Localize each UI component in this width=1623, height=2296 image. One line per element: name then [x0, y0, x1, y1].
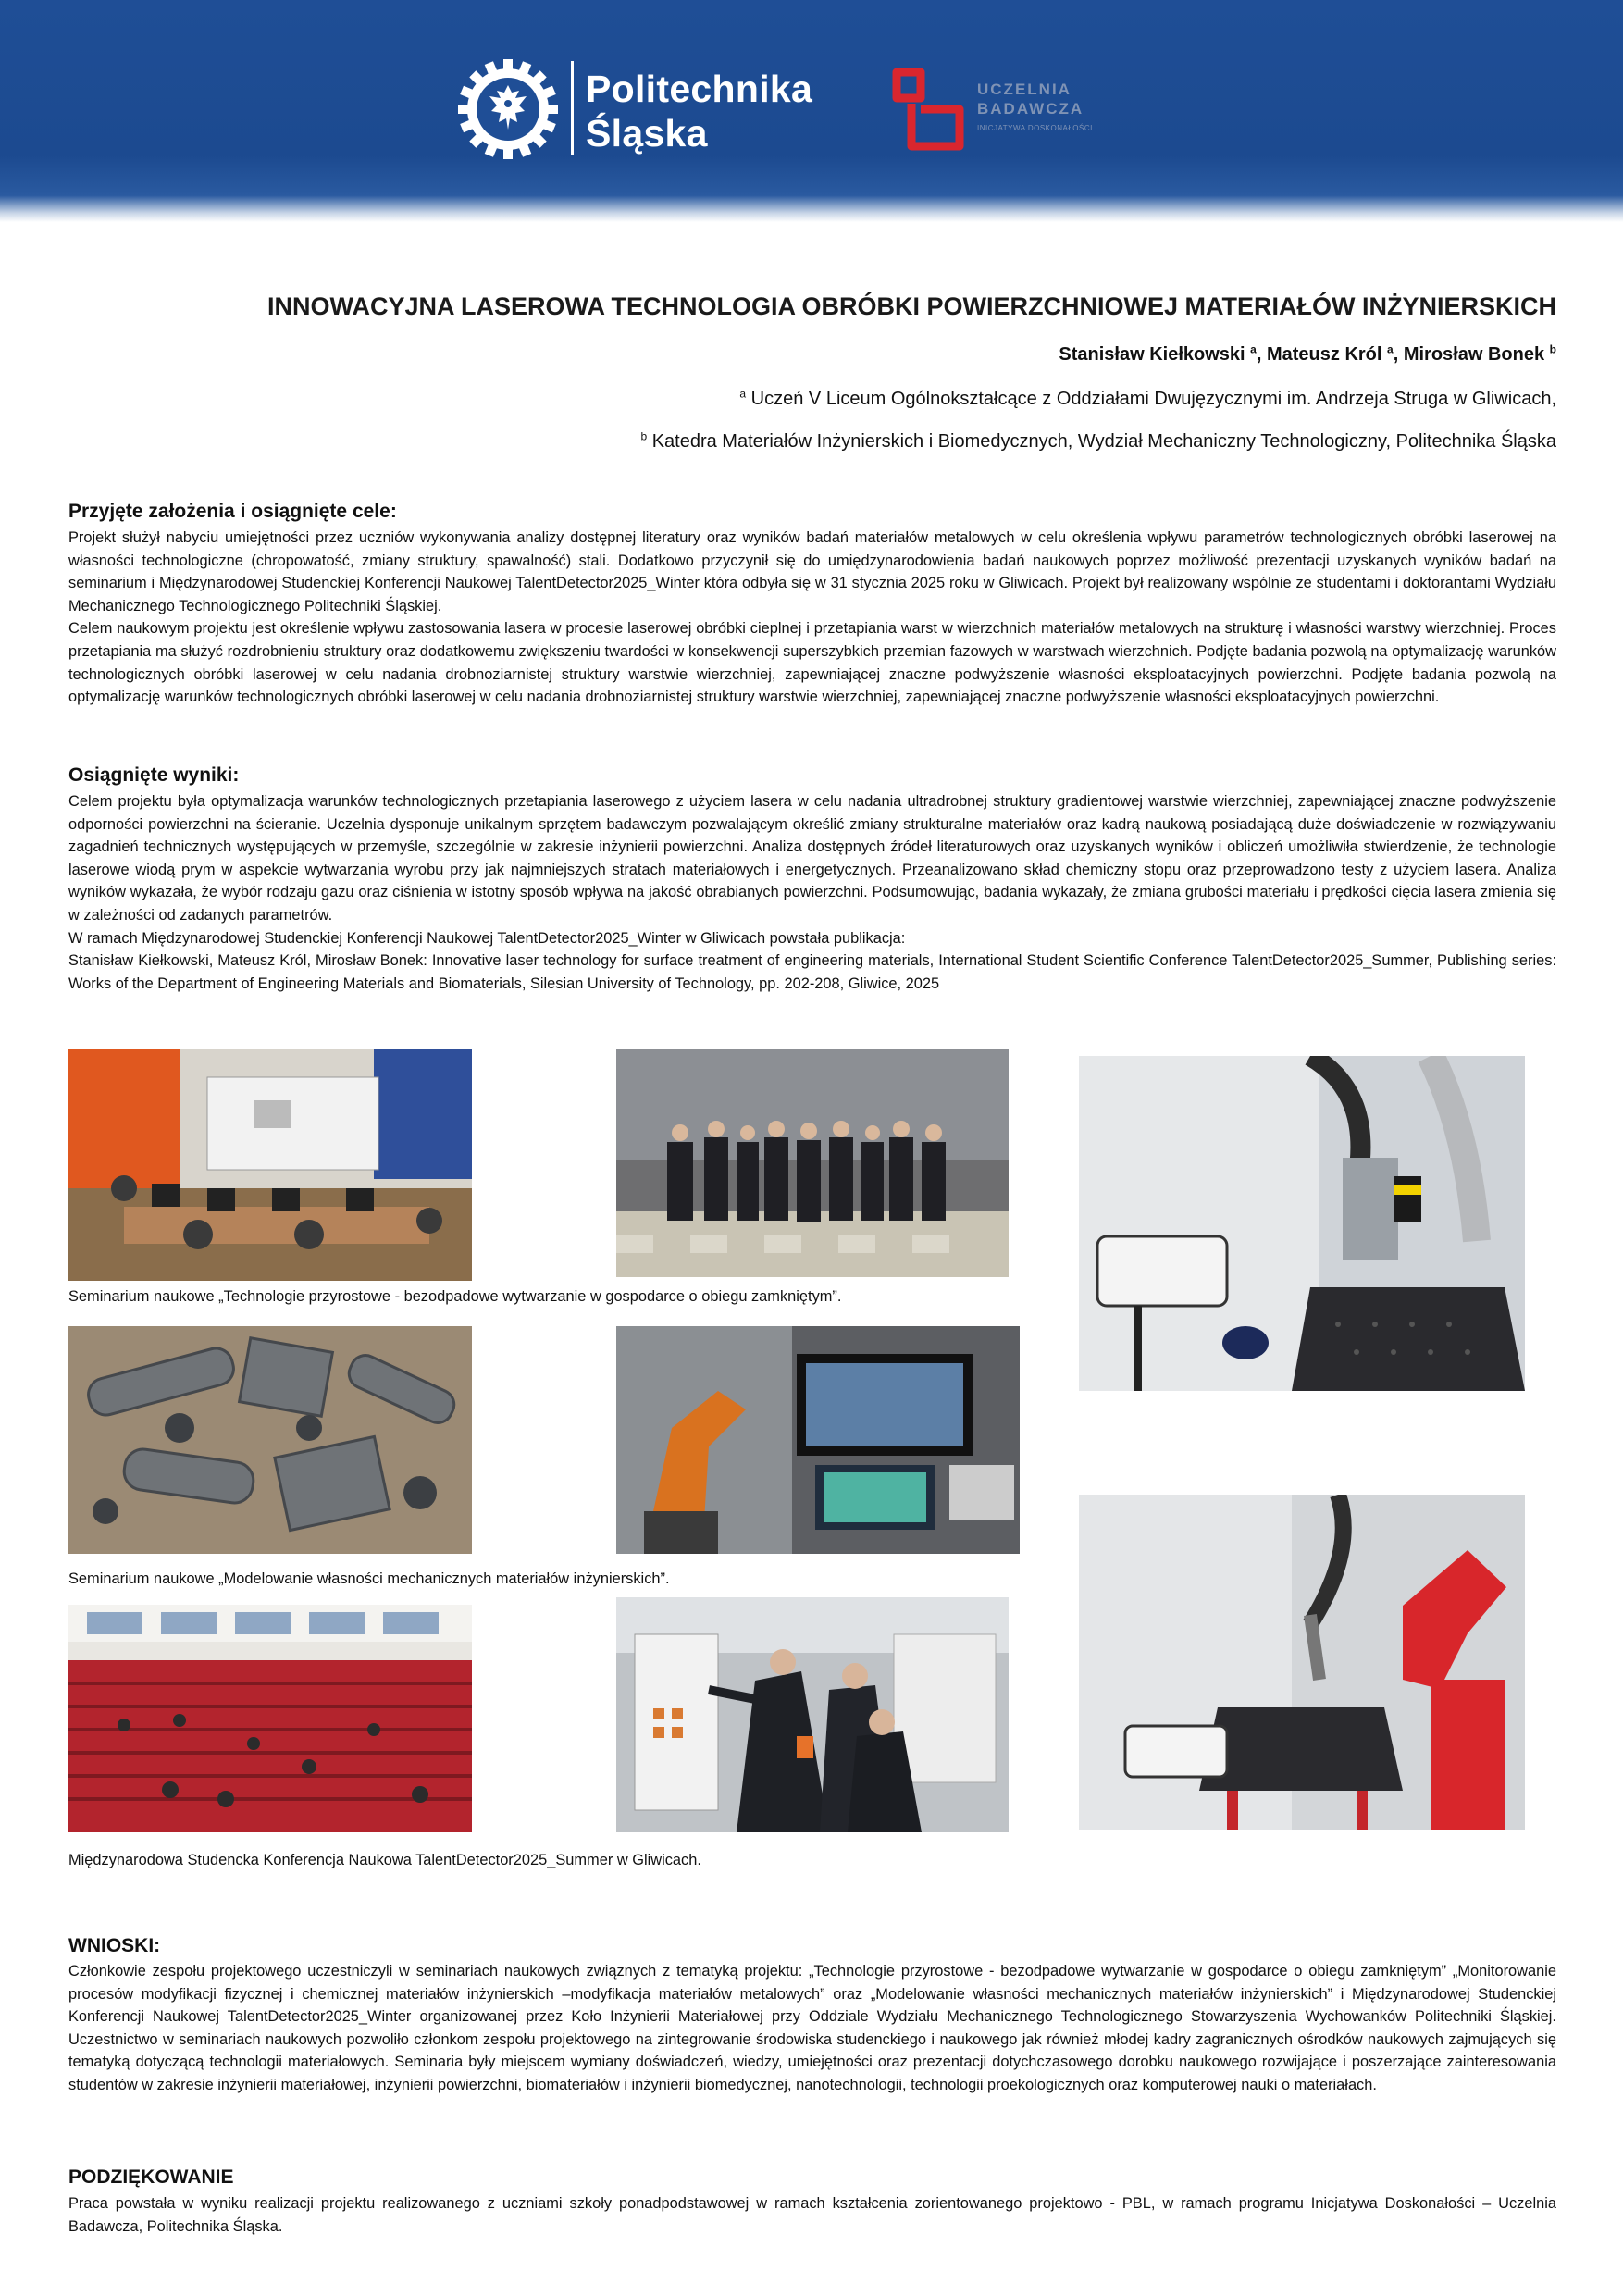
section-heading-results: Osiągnięte wyniki: — [68, 764, 240, 786]
affiliation-a — [739, 389, 1556, 410]
photo-metal-parts — [68, 1326, 472, 1554]
paragraph: Członkowie zespołu projektowego uczestniczyli w seminariach naukowych związnych z tematyką projektu: „Technologie przyrostowe - bezodpadowe wytwarzanie w gospodarce o obiegu zamkniętym” „Monitorowanie procesów modyfikacji fizycznej i chemicznej materiałów inżynierskich –modyfikacja materiałów metalowych” oraz „Modelowanie własności mechanicznych materiałów inżynierskich” i Międzynarodowej Studenckiej Konferencji Naukowej TalentDetector2025_Winter organizowanej przez Koło Inżynierii Materiałowej przy Oddziale Wydziału Mechanicznego Technologicznego Stowarzyszenia Wychowanków Politechniki Śląskiej. Uczestnictwo w seminariach naukowych pozwoliło członkom zespołu projektowego na zintegrowanie środowiska studenckiego i naukowego jak również młodej kadry zagranicznych ośrodków naukowych zajmujących się tematyką dotyczącą technologii materiałowych. Seminaria były miejscem wymiany doświadczeń, wiedzy, umiejętności oraz prezentacji dotychczasowego dorobku naukowego rozwijające i poszerzające zainteresowania studentów w zakresie inżynierii materiałowej, inżynierii powierzchni, biomateriałów i inżynierii biomedycznej, nanotechnologii, technologii proekologicznych oraz komputerowej nauki o materiałach. — [68, 1963, 1556, 2093]
university-name-line1: Politechnika — [586, 68, 813, 110]
author-affiliation-mark: a — [1387, 342, 1394, 356]
research-university-logo-icon — [884, 67, 972, 152]
poster-title: INNOWACYJNA LASEROWA TECHNOLOGIA OBRÓBKI POWIERZCHNIOWEJ MATERIAŁÓW INŻYNIERSKICH — [267, 292, 1556, 320]
badge-line1: UCZELNIA — [977, 81, 1072, 98]
affiliation-mark: a — [739, 387, 747, 401]
affiliation-mark: b — [640, 429, 648, 443]
paragraph: Stanisław Kiełkowski, Mateusz Król, Mirosław Bonek: Innovative laser technology for surface treatment of engineering materials, International Student Scientific Conference TalentDetector2025_Summer, Publishing series: Works of the Department of Engineering Materials and Biomaterials, Silesian University of Technology, pp. 202-208, Gliwice, 2025 — [68, 952, 1556, 992]
affiliation-text: Uczeń V Liceum Ogólnokształcące z Oddziałami Dwujęzycznymi im. Andrzeja Struga w Gliwicach, — [750, 389, 1556, 409]
section-body-goals — [68, 527, 1556, 709]
university-emblem-icon — [458, 59, 558, 159]
author-name: Stanisław Kiełkowski — [1059, 344, 1245, 365]
university-name — [586, 67, 812, 155]
paragraph: Celem naukowym projektu jest określenie wpływu zastosowania lasera w procesie laserowej obróbki cieplnej i przetapiania warst w wierzchnich materiałów metalowych na strukturę i własności warstwy wierzchniej. Proces przetapiania ma służyć rozdrobnieniu struktury oraz dodatkowemu zwiększeniu twardości w konsekwencji superszybkich przemian fazowych w warstwach wierzchnich. Podjęte badania pozwolą na optymalizację warunków technologicznych obróbki laserowej w celu nadania drobnoziarnistej struktury warstwie wierzchniej, zapewniającej znaczne podwyższenie własności eksploatacyjnych powierzchni. Podjęte badania pozwolą na optymalizację warunków technologicznych obróbki laserowej w celu nadania drobnoziarnistej struktury warstwie wierzchniej, zapewniającej znaczne podwyższenie własności eksploatacyjnych powierzchni. — [68, 620, 1556, 706]
research-university-badge — [977, 80, 1084, 118]
photo-caption-3: Międzynarodowa Studencka Konferencja Naukowa TalentDetector2025_Summer w Gliwicach. — [68, 1852, 701, 1868]
section-body-conclusions — [68, 1960, 1556, 2097]
affiliation-b — [640, 431, 1556, 453]
logo-divider — [571, 61, 574, 155]
photo-red-robot-laser — [1079, 1495, 1525, 1830]
section-body-results — [68, 790, 1556, 995]
photo-conference-auditorium — [68, 1605, 472, 1832]
photo-computer-lab-seminar — [68, 1049, 472, 1281]
university-name-line2: Śląska — [586, 112, 708, 155]
section-heading-conclusions: WNIOSKI: — [68, 1935, 161, 1956]
section-heading-acknowledgement: PODZIĘKOWANIE — [68, 2166, 234, 2188]
paragraph: Praca powstała w wyniku realizacji projektu realizowanego z uczniami szkoły ponadpodstawowej w ramach kształcenia zorientowanego projektowo - PBL, w ramach programu Inicjatywa Doskonałości – Uczelnia Badawcza, Politechnika Śląska. — [68, 2195, 1556, 2235]
paragraph: Projekt służył nabyciu umiejętności przez uczniów wykonywania analizy dostępnej literatury oraz wyników badań materiałów metalowych w celu określenia wpływu parametrów technologicznych obróbki laserowej na własności technologiczne (chropowatość, zmiany struktury, spawalność) stali. Dodatkowo przyczynił się do umiędzynarodowienia badań naukowych poprzez możliwość prezentacji uzyskanych wyników badań na seminarium i Międzynarodowej Studenckiej Konferencji Naukowej TalentDetector2025_Winter która odbyła się w 31 stycznia 2025 roku w Gliwicach. Projekt był realizowany wspólnie ze studentami i doktorantami Wydziału Mechanicznego Technologicznego Politechniki Śląskiej. — [68, 529, 1556, 614]
photo-group-participants — [616, 1049, 1009, 1277]
photo-laser-head-station — [1079, 1056, 1525, 1391]
paragraph: W ramach Międzynarodowej Studenckiej Konferencji Naukowej TalentDetector2025_Winter w Gliwicach powstała publikacja: — [68, 929, 906, 947]
author-name: Mateusz Król — [1266, 344, 1382, 365]
affiliation-text: Katedra Materiałów Inżynierskich i Biomedycznych, Wydział Mechaniczny Technologiczny, Politechnika Śląska — [651, 431, 1556, 452]
badge-line2: BADAWCZA — [977, 100, 1084, 118]
author-affiliation-mark: a — [1250, 342, 1257, 356]
paragraph: Celem projektu była optymalizacja warunków technologicznych przetapiania laserowego z użyciem lasera w celu nadania ultradrobnej struktury gradientowej warstwie wierzchniej, zapewniającej znaczne podwyższenie odporności powierzchni na ścieranie. Uczelnia dysponuje unikalnym sprzętem badawczym pozwalającym określić zmiany strukturalne materiałów oraz kadrą naukową posiadającą duże doświadczenie w rozwiązywaniu zagadnień technicznych występujących w przemyśle, szczególnie w zakresie inżynierii powierzchni. Analiza dostępnych źródeł literaturowych oraz uzyskanych wyników i obliczeń umożliwiła stwierdzenie, że technologie laserowe wiodą prym w aspekcie wytwarzania wyrobu przy jak najmniejszych stratach materiałowych i energetycznych. Przeanalizowano skład chemiczny stopu oraz przeprowadzono testy z użyciem lasera. Analiza wyników wykazała, że wybór rodzaju gazu oraz ciśnienia w istotny sposób wpływa na jakość obrabianych powierzchni. Podsumowując, badania wykazały, że zmiana grubości materiału i prędkości cięcia lasera zmienia się w zależności od zadanych parametrów. — [68, 793, 1556, 924]
photo-caption-2: Seminarium naukowe „Modelowanie własności mechanicznych materiałów inżynierskich”. — [68, 1570, 670, 1587]
author-name: Mirosław Bonek — [1403, 344, 1545, 365]
photo-robot-control-room — [616, 1326, 1020, 1554]
author-affiliation-mark: b — [1549, 342, 1556, 356]
photo-caption-1: Seminarium naukowe „Technologie przyrostowe - bezodpadowe wytwarzanie w gospodarce o obiegu zamkniętym”. — [68, 1288, 842, 1305]
section-body-acknowledgement — [68, 2192, 1556, 2238]
section-heading-goals: Przyjęte założenia i osiągnięte cele: — [68, 501, 397, 522]
authors: Stanisław Kiełkowski $^a$, Mateusz Król $^a$, Mirosław Bonek $^b$ — [1059, 342, 1556, 365]
header-band — [0, 0, 1623, 222]
photo-students-at-poster — [616, 1597, 1009, 1832]
badge-subtitle: INICJATYWA DOSKONAŁOŚCI — [977, 124, 1093, 132]
